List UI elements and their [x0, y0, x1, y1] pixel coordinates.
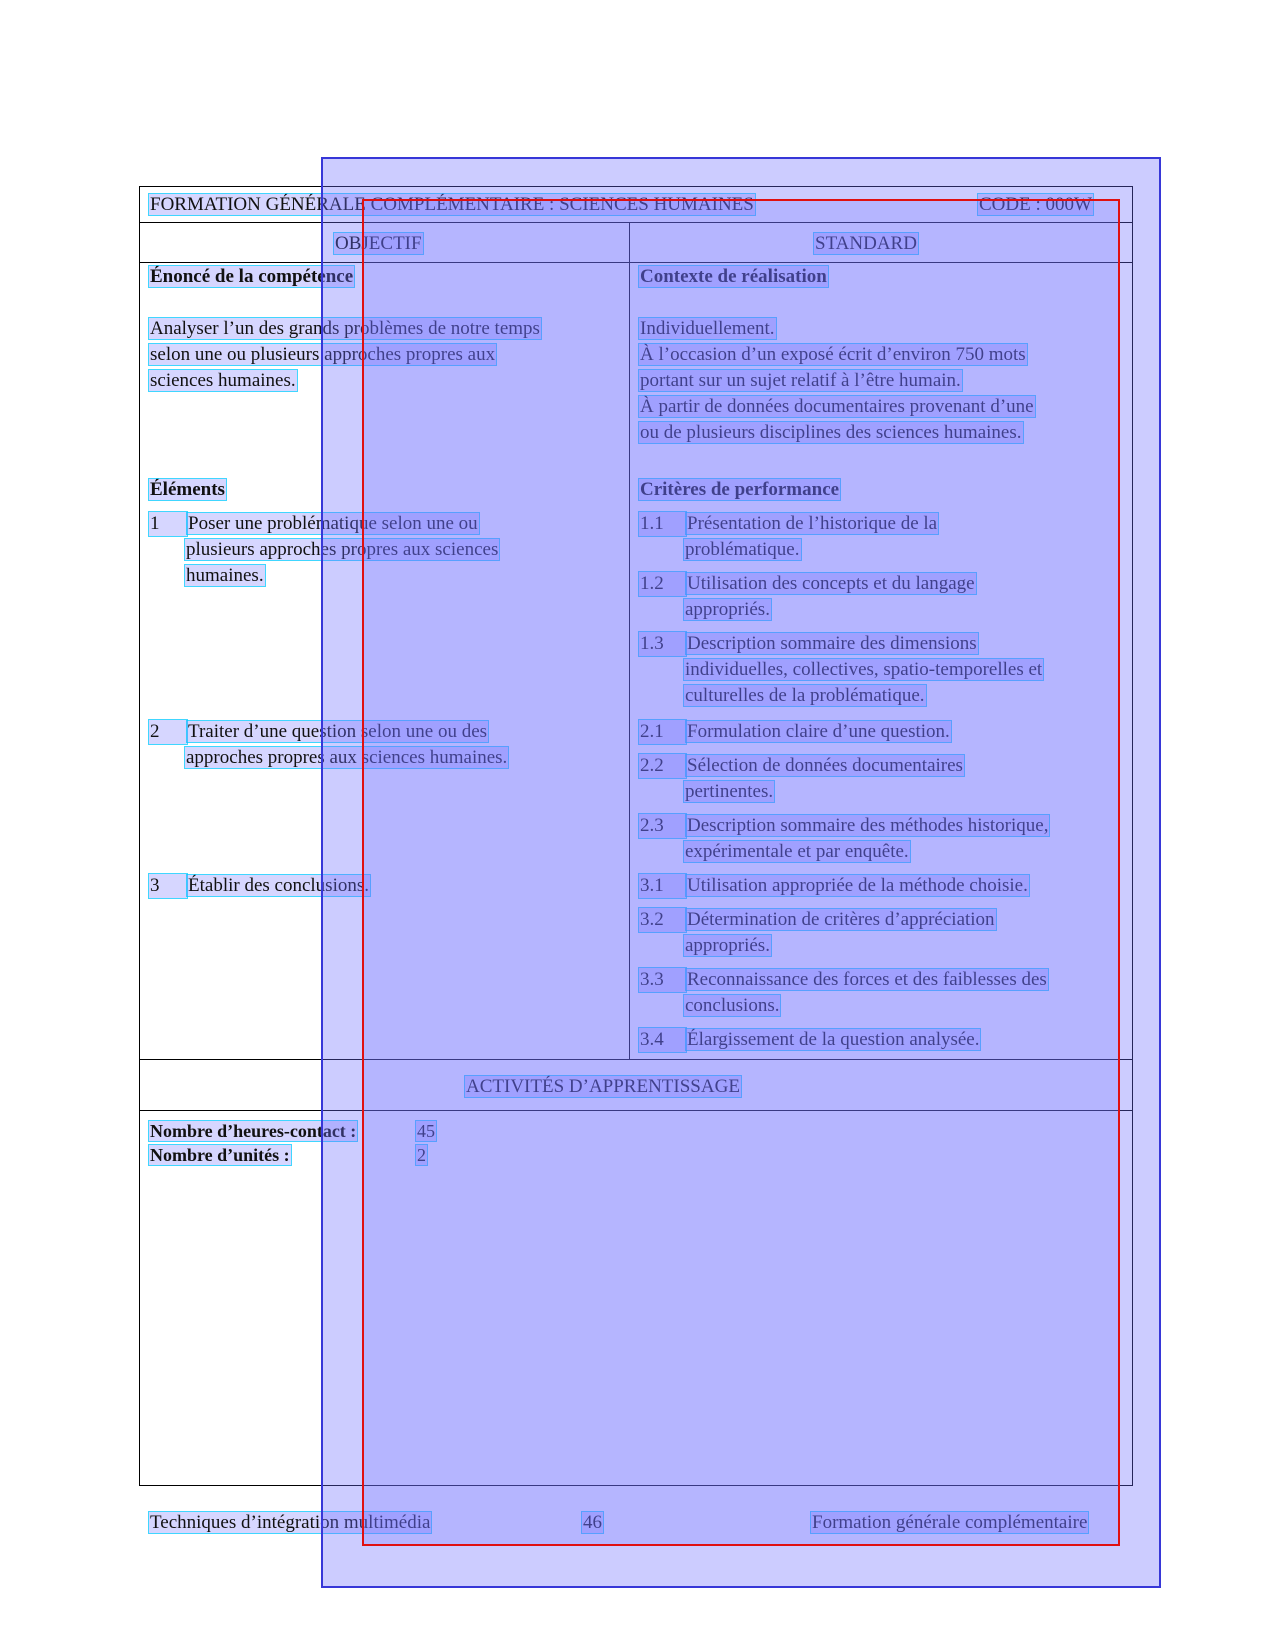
critere-item: 3.2 Détermination de critères d’appréciation: [640, 909, 995, 930]
column-heading-objectif: OBJECTIF: [335, 233, 422, 254]
critere-item: 3.3 Reconnaissance des forces et des faiblesses des: [640, 969, 1047, 990]
critere-item: 3.1 Utilisation appropriée de la méthode choisie.: [640, 875, 1028, 896]
footer-program: Techniques d’intégration multimédia: [150, 1512, 431, 1533]
element-item-line: humaines.: [186, 565, 264, 586]
critere-item-line: expérimentale et par enquête.: [685, 841, 909, 862]
critere-item-line: problématique.: [685, 539, 800, 560]
critere-item: 1.3 Description sommaire des dimensions: [640, 633, 977, 654]
critere-item: 2.1 Formulation claire d’une question.: [640, 721, 950, 742]
critere-item: 2.2 Sélection de données documentaires: [640, 755, 963, 776]
critere-item-line: appropriés.: [685, 935, 770, 956]
footer-section: Formation générale complémentaire: [812, 1512, 1088, 1533]
critere-item: 3.4 Élargissement de la question analysée.: [640, 1029, 980, 1050]
criteres-heading: Critères de performance: [640, 479, 840, 500]
contexte-line: ou de plusieurs disciplines des sciences humaines.: [640, 422, 1022, 443]
header-title: FORMATION GÉNÉRALE COMPLÉMENTAIRE : SCIENCES HUMAINES: [150, 194, 754, 215]
element-item-line: plusieurs approches propres aux sciences: [186, 539, 499, 560]
critere-item: 1.1 Présentation de l’historique de la: [640, 513, 938, 534]
element-item: 3 Établir des conclusions.: [150, 875, 369, 896]
critere-item-line: pertinentes.: [685, 781, 774, 802]
footer-page-number: 46: [583, 1512, 602, 1533]
column-heading-standard: STANDARD: [815, 233, 917, 254]
selection-red-box: [362, 199, 1120, 1546]
critere-item-line: culturelles de la problématique.: [685, 685, 925, 706]
heures-contact-value: 45: [417, 1121, 435, 1141]
critere-item: 1.2 Utilisation des concepts et du langage: [640, 573, 975, 594]
header-code: CODE : 000W: [979, 194, 1092, 215]
contexte-heading: Contexte de réalisation: [640, 266, 827, 287]
unites-label: Nombre d’unités :: [150, 1145, 290, 1165]
critere-item-line: individuelles, collectives, spatio-temporelles et: [685, 659, 1043, 680]
competence-line: sciences humaines.: [150, 370, 296, 391]
contexte-line: À l’occasion d’un exposé écrit d’environ 750 mots: [640, 344, 1026, 365]
element-item: 1 Poser une problématique selon une ou: [150, 513, 478, 534]
heures-contact-label: Nombre d’heures-contact :: [150, 1121, 357, 1141]
competence-line: selon une ou plusieurs approches propres aux: [150, 344, 496, 365]
competence-line: Analyser l’un des grands problèmes de notre temps: [150, 318, 540, 339]
elements-heading: Éléments: [150, 479, 225, 500]
unites-value: 2: [417, 1145, 426, 1165]
contexte-line: Individuellement.: [640, 318, 775, 339]
activites-heading: ACTIVITÉS D’APPRENTISSAGE: [466, 1076, 740, 1097]
critere-item-line: appropriés.: [685, 599, 770, 620]
element-item: 2 Traiter d’une question selon une ou des: [150, 721, 488, 742]
contexte-line: À partir de données documentaires provenant d’une: [640, 396, 1034, 417]
contexte-line: portant sur un sujet relatif à l’être humain.: [640, 370, 961, 391]
critere-item-line: conclusions.: [685, 995, 780, 1016]
critere-item: 2.3 Description sommaire des méthodes historique,: [640, 815, 1049, 836]
competence-heading: Énoncé de la compétence: [150, 266, 354, 287]
element-item-line: approches propres aux sciences humaines.: [186, 747, 508, 768]
